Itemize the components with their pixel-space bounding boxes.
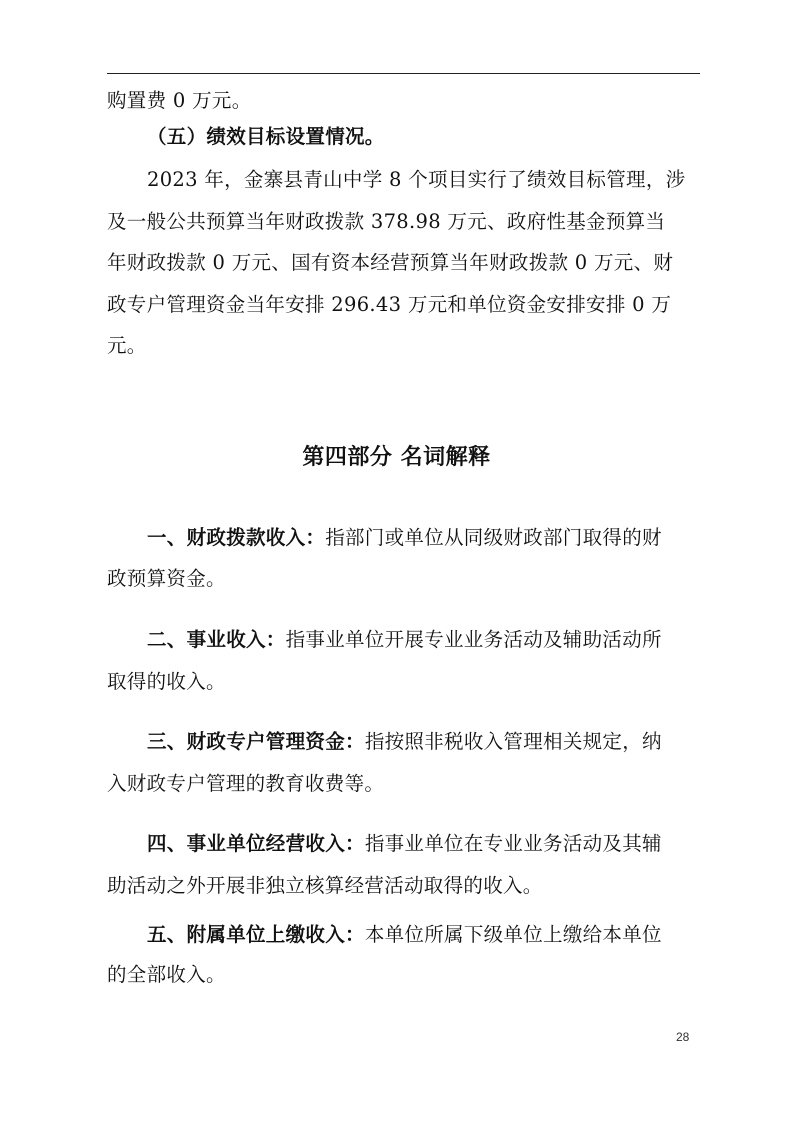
definition-text: 指部门或单位从同级财政部门取得的财	[325, 526, 662, 549]
definition-second-line: 取得的收入。	[107, 670, 226, 693]
definition-term: 四、事业单位经营收入：	[147, 832, 365, 855]
definition-term: 三、财政专户管理资金：	[147, 730, 365, 753]
definition-first-line	[147, 729, 662, 755]
page-number: 28	[676, 1030, 690, 1044]
paragraph-line: 元。	[107, 334, 147, 357]
definition-term: 五、附属单位上缴收入：	[147, 923, 365, 946]
definition-text: 指按照非税收入管理相关规定，纳	[364, 730, 662, 753]
definition-first-line	[147, 525, 662, 551]
definition-first-line	[147, 922, 662, 948]
definition-second-line: 的全部收入。	[107, 963, 226, 986]
definition-text: 指事业单位开展专业业务活动及辅助活动所	[285, 628, 662, 651]
definition-first-line	[147, 831, 662, 857]
definition-text: 本单位所属下级单位上缴给本单位	[364, 923, 662, 946]
definition-second-line: 入财政专户管理的教育收费等。	[107, 772, 385, 795]
header-rule	[107, 73, 700, 74]
definition-term: 二、事业收入：	[147, 628, 286, 651]
paragraph-line: 年财政拨款 0 万元、国有资本经营预算当年财政拨款 0 万元、财	[107, 251, 674, 274]
previous-section-tail: 购置费 0 万元。	[107, 89, 252, 112]
definition-term: 一、财政拨款收入：	[147, 526, 326, 549]
paragraph-line: 及一般公共预算当年财政拨款 378.98 万元、政府性基金预算当	[107, 210, 666, 233]
subsection-heading: （五）绩效目标设置情况。	[147, 125, 385, 148]
definition-text: 指事业单位在专业业务活动及其辅	[364, 832, 662, 855]
definition-second-line: 助活动之外开展非独立核算经营活动取得的收入。	[107, 874, 543, 897]
definition-first-line	[147, 627, 662, 653]
paragraph-line: 2023 年，金寨县青山中学 8 个项目实行了绩效目标管理，涉	[147, 168, 686, 191]
definition-second-line: 政预算资金。	[107, 567, 226, 590]
part-title: 第四部分 名词解释	[302, 445, 491, 470]
paragraph-line: 政专户管理资金当年安排 296.43 万元和单位资金安排安排 0 万	[107, 293, 672, 316]
